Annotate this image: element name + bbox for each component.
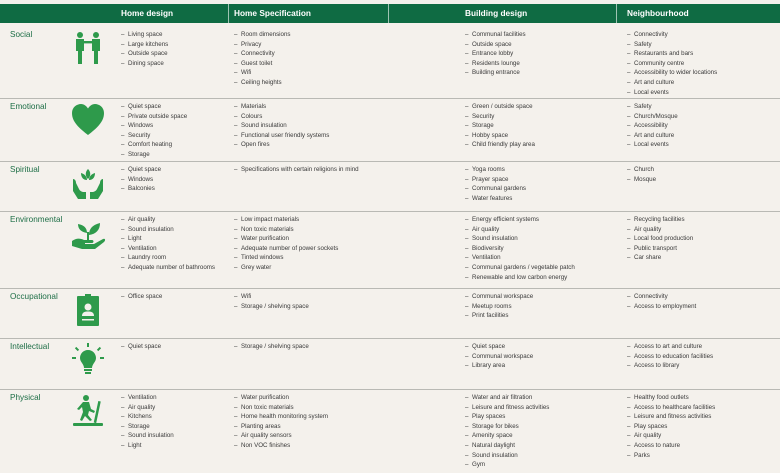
list-item: – Light — [121, 441, 221, 451]
cell-list — [234, 102, 364, 150]
list-item: – Storage — [465, 121, 615, 131]
lightbulb-icon — [70, 342, 106, 378]
list-item: – Connectivity — [234, 49, 364, 59]
cell-list — [465, 292, 615, 321]
list-item: – Sound insulation — [465, 234, 615, 244]
list-item: – Art and culture — [627, 131, 777, 141]
list-item: – Private outside space — [121, 112, 221, 122]
id-badge-icon — [70, 292, 106, 328]
list-item: – Security — [121, 131, 221, 141]
hands-lotus-icon — [70, 165, 106, 201]
cell-list — [234, 30, 364, 88]
row-label: Social — [10, 30, 33, 39]
list-item: – Parks — [627, 451, 777, 461]
header-divider — [228, 4, 229, 23]
row-label: Environmental — [10, 215, 63, 224]
cell-list — [234, 215, 364, 273]
list-item: – Access to nature — [627, 441, 777, 451]
list-item: – Access to art and culture — [627, 342, 777, 352]
header-divider — [616, 4, 617, 23]
list-item: – Quiet space — [121, 342, 221, 352]
hand-plant-icon — [70, 215, 106, 251]
list-item: – Recycling facilities — [627, 215, 777, 225]
list-item: – Living space — [121, 30, 221, 40]
list-item: – Privacy — [234, 40, 364, 50]
list-item: – Air quality sensors — [234, 431, 364, 441]
list-item: – Safety — [627, 102, 777, 112]
list-item: – Grey water — [234, 263, 364, 273]
list-item: – Outside space — [121, 49, 221, 59]
list-item: – Security — [465, 112, 615, 122]
list-item: – Water and air filtration — [465, 393, 615, 403]
list-item: – Communal workspace — [465, 352, 615, 362]
list-item: – Low impact materials — [234, 215, 364, 225]
list-item: – Water features — [465, 194, 615, 204]
list-item: – Communal gardens — [465, 184, 615, 194]
list-item: – Play spaces — [627, 422, 777, 432]
list-item: – Public transport — [627, 244, 777, 254]
list-item: – Restaurants and bars — [627, 49, 777, 59]
list-item: – Storage for bikes — [465, 422, 615, 432]
list-item: – Air quality — [121, 215, 221, 225]
list-item: – Storage — [121, 150, 221, 160]
list-item: – Natural daylight — [465, 441, 615, 451]
list-item: – Print facilities — [465, 311, 615, 321]
list-item: – Comfort heating — [121, 140, 221, 150]
people-icon — [70, 30, 106, 66]
list-item: – Church — [627, 165, 777, 175]
cell-list — [234, 342, 364, 352]
cell-list — [627, 342, 777, 371]
row-label: Spiritual — [10, 165, 40, 174]
list-item: – Materials — [234, 102, 364, 112]
col-header-building-design: Building design — [465, 8, 528, 18]
header-divider — [388, 4, 389, 23]
list-item: – Quiet space — [465, 342, 615, 352]
list-item: – Meetup rooms — [465, 302, 615, 312]
row-label: Occupational — [10, 292, 58, 301]
cell-list — [627, 30, 777, 97]
list-item: – Connectivity — [627, 292, 777, 302]
cell-list — [465, 30, 615, 78]
cell-list — [121, 342, 221, 352]
list-item: – Air quality — [627, 225, 777, 235]
list-item: – Laundry room — [121, 253, 221, 263]
list-item: – Yoga rooms — [465, 165, 615, 175]
list-item: – Car share — [627, 253, 777, 263]
list-item: – Energy efficient systems — [465, 215, 615, 225]
list-item: – Water purification — [234, 393, 364, 403]
list-item: – Ventilation — [121, 393, 221, 403]
list-item: – Light — [121, 234, 221, 244]
list-item: – Local events — [627, 140, 777, 150]
list-item: – Green / outside space — [465, 102, 615, 112]
cell-list — [627, 165, 777, 184]
list-item: – Guest toilet — [234, 59, 364, 69]
table-header — [0, 4, 780, 23]
list-item: – Access to library — [627, 361, 777, 371]
list-item: – Open fires — [234, 140, 364, 150]
list-item: – Gym — [465, 460, 615, 470]
list-item: – Quiet space — [121, 165, 221, 175]
row-divider — [0, 161, 780, 162]
list-item: – Ventilation — [465, 253, 615, 263]
list-item: – Renewable and low carbon energy — [465, 273, 615, 283]
row-label: Intellectual — [10, 342, 50, 351]
heart-icon — [70, 102, 106, 138]
row-label: Physical — [10, 393, 41, 402]
row-divider — [0, 211, 780, 212]
list-item: – Healthy food outlets — [627, 393, 777, 403]
list-item: – Balconies — [121, 184, 221, 194]
list-item: – Communal gardens / vegetable patch — [465, 263, 615, 273]
list-item: – Communal workspace — [465, 292, 615, 302]
list-item: – Mosque — [627, 175, 777, 185]
list-item: – Wifi — [234, 292, 364, 302]
col-header-neighbourhood: Neighbourhood — [627, 8, 689, 18]
list-item: – Non toxic materials — [234, 225, 364, 235]
row-divider — [0, 288, 780, 289]
cell-list — [465, 393, 615, 470]
cell-list — [234, 292, 364, 311]
list-item: – Entrance lobby — [465, 49, 615, 59]
cell-list — [121, 30, 221, 68]
list-item: – Access to employment — [627, 302, 777, 312]
list-item: – Storage — [121, 422, 221, 432]
list-item: – Accessibility — [627, 121, 777, 131]
list-item: – Dining space — [121, 59, 221, 69]
list-item: – Specifications with certain religions in mind — [234, 165, 364, 175]
list-item: – Leisure and fitness activities — [465, 403, 615, 413]
list-item: – Storage / shelving space — [234, 302, 364, 312]
list-item: – Air quality — [121, 403, 221, 413]
list-item: – Art and culture — [627, 78, 777, 88]
list-item: – Outside space — [465, 40, 615, 50]
cell-list — [121, 165, 221, 194]
cell-list — [465, 342, 615, 371]
list-item: – Storage / shelving space — [234, 342, 364, 352]
list-item: – Adequate number of power sockets — [234, 244, 364, 254]
cell-list — [627, 393, 777, 460]
cell-list — [627, 292, 777, 311]
list-item: – Functional user friendly systems — [234, 131, 364, 141]
list-item: – Windows — [121, 175, 221, 185]
list-item: – Access to healthcare facilities — [627, 403, 777, 413]
list-item: – Play spaces — [465, 412, 615, 422]
cell-list — [121, 102, 221, 160]
list-item: – Non toxic materials — [234, 403, 364, 413]
list-item: – Accessibility to wider locations — [627, 68, 777, 78]
list-item: – Quiet space — [121, 102, 221, 112]
list-item: – Residents lounge — [465, 59, 615, 69]
row-divider — [0, 98, 780, 99]
list-item: – Sound insulation — [121, 431, 221, 441]
list-item: – Sound insulation — [234, 121, 364, 131]
list-item: – Home health monitoring system — [234, 412, 364, 422]
list-item: – Amenity space — [465, 431, 615, 441]
list-item: – Large kitchens — [121, 40, 221, 50]
cell-list — [465, 165, 615, 203]
list-item: – Ventilation — [121, 244, 221, 254]
list-item: – Library area — [465, 361, 615, 371]
list-item: – Water purification — [234, 234, 364, 244]
list-item: – Sound insulation — [121, 225, 221, 235]
list-item: – Biodiversity — [465, 244, 615, 254]
list-item: – Colours — [234, 112, 364, 122]
list-item: – Air quality — [465, 225, 615, 235]
cell-list — [465, 102, 615, 150]
row-label: Emotional — [10, 102, 47, 111]
cell-list — [121, 393, 221, 451]
list-item: – Air quality — [627, 431, 777, 441]
list-item: – Room dimensions — [234, 30, 364, 40]
cell-list — [234, 393, 364, 451]
list-item: – Building entrance — [465, 68, 615, 78]
list-item: – Adequate number of bathrooms — [121, 263, 221, 273]
list-item: – Community centre — [627, 59, 777, 69]
list-item: – Connectivity — [627, 30, 777, 40]
list-item: – Communal facilities — [465, 30, 615, 40]
treadmill-icon — [70, 393, 106, 429]
cell-list — [465, 215, 615, 282]
row-divider — [0, 338, 780, 339]
list-item: – Sound insulation — [465, 451, 615, 461]
list-item: – Child friendly play area — [465, 140, 615, 150]
list-item: – Office space — [121, 292, 221, 302]
cell-list — [234, 165, 364, 175]
list-item: – Access to education facilities — [627, 352, 777, 362]
col-header-home-design: Home design — [121, 8, 174, 18]
list-item: – Windows — [121, 121, 221, 131]
list-item: – Hobby space — [465, 131, 615, 141]
list-item: – Prayer space — [465, 175, 615, 185]
cell-list — [121, 292, 221, 302]
list-item: – Local food production — [627, 234, 777, 244]
col-header-home-specification: Home Specification — [234, 8, 311, 18]
list-item: – Non VOC finishes — [234, 441, 364, 451]
list-item: – Local events — [627, 88, 777, 98]
list-item: – Planting areas — [234, 422, 364, 432]
list-item: – Tinted windows — [234, 253, 364, 263]
cell-list — [121, 215, 221, 273]
list-item: – Kitchens — [121, 412, 221, 422]
list-item: – Safety — [627, 40, 777, 50]
list-item: – Leisure and fitness activities — [627, 412, 777, 422]
cell-list — [627, 215, 777, 263]
list-item: – Wifi — [234, 68, 364, 78]
list-item: – Church/Mosque — [627, 112, 777, 122]
list-item: – Ceiling heights — [234, 78, 364, 88]
cell-list — [627, 102, 777, 150]
row-divider — [0, 389, 780, 390]
